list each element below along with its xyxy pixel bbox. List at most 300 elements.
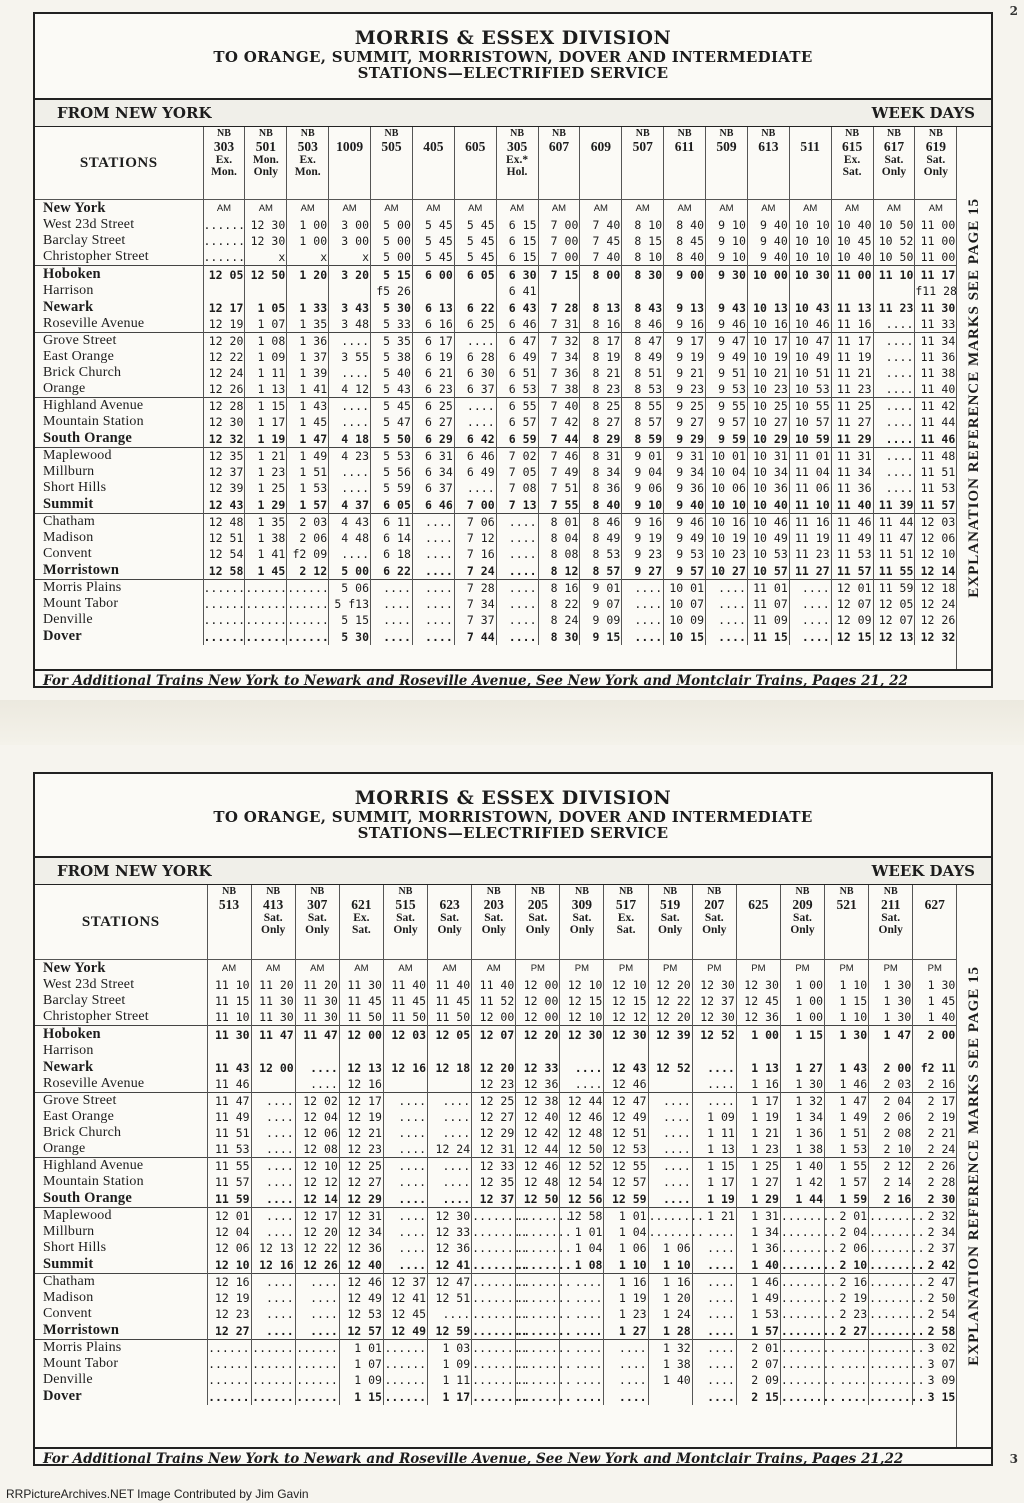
- departure-time: 11 42: [915, 398, 957, 415]
- station-row: [35, 414, 957, 430]
- departure-time: 7 34: [538, 349, 580, 365]
- departure-time: 12 30: [428, 1208, 472, 1225]
- station-row: [35, 1372, 957, 1388]
- departure-time: ....: [692, 1240, 736, 1256]
- departure-time: ....: [648, 1190, 692, 1208]
- departure-time: 11 10: [789, 496, 831, 514]
- train-prefix: NB: [574, 886, 589, 897]
- station-row: [35, 514, 957, 531]
- station-row: [35, 1009, 957, 1026]
- departure-time: 1 00: [736, 1026, 780, 1044]
- departure-time: [913, 1043, 957, 1059]
- departure-time: 8 43: [622, 299, 664, 316]
- departure-time: 6 31: [412, 448, 454, 465]
- departure-time: 12 27: [207, 1322, 251, 1340]
- departure-time: ....: [692, 1322, 736, 1340]
- departure-time: 8 04: [538, 530, 580, 546]
- departure-time: ....: [371, 580, 413, 597]
- departure-time: ....: [706, 580, 748, 597]
- train-note: Sat. Only: [525, 912, 550, 937]
- stations-column-header: STATIONS: [35, 127, 203, 200]
- departure-time: 1 17: [692, 1174, 736, 1190]
- departure-time: 5 15: [329, 612, 371, 628]
- departure-time: 12 54: [203, 546, 245, 562]
- departure-time: 12 20: [648, 1009, 692, 1026]
- departure-time: 10 52: [873, 233, 915, 249]
- station-name: Brick Church: [35, 1125, 207, 1141]
- departure-time: ....: [383, 1141, 427, 1158]
- departure-time: 10 46: [789, 316, 831, 333]
- departure-time: 12 00: [516, 1009, 560, 1026]
- departure-time: 12 13: [873, 628, 915, 645]
- departure-time: 9 17: [664, 333, 706, 350]
- departure-time: 12 49: [339, 1290, 383, 1306]
- departure-time: ....: [383, 1093, 427, 1110]
- train-note: Sat. Only: [569, 912, 595, 937]
- departure-time: 2 06: [287, 530, 329, 546]
- station-name: Convent: [35, 546, 203, 562]
- departure-time: 12 06: [915, 530, 957, 546]
- departure-time: 6 13: [412, 299, 454, 316]
- departure-time: 6 23: [412, 381, 454, 398]
- departure-time: ......: [245, 597, 287, 611]
- departure-time: ........: [648, 1225, 704, 1239]
- station-name: Mount Tabor: [35, 596, 203, 612]
- departure-time: [664, 283, 706, 299]
- departure-time: 2 17: [913, 1093, 957, 1110]
- departure-time: 6 22: [454, 299, 496, 316]
- departure-time: 8 22: [538, 596, 580, 612]
- departure-time: 9 43: [706, 299, 748, 316]
- departure-time: 11 43: [207, 1059, 251, 1076]
- departure-time: 9 10: [706, 217, 748, 233]
- train-number: 613: [758, 139, 779, 154]
- train-note: Sat. Only: [790, 912, 815, 937]
- departure-time: 12 16: [207, 1274, 251, 1291]
- train-prefix: NB: [719, 128, 734, 139]
- am-pm-indicator: PM: [604, 960, 648, 978]
- departure-time: 12 20: [516, 1026, 560, 1044]
- departure-time: ....: [383, 1208, 427, 1225]
- train-column-header: [692, 885, 736, 960]
- departure-time: 8 27: [580, 414, 622, 430]
- departure-time: 2 21: [913, 1125, 957, 1141]
- departure-time: 8 46: [580, 514, 622, 531]
- departure-time: 12 51: [604, 1125, 648, 1141]
- departure-time: 5 00: [371, 217, 413, 233]
- departure-time: ........: [472, 1225, 528, 1239]
- train-column-header: [207, 885, 251, 960]
- departure-time: ....: [789, 580, 831, 597]
- departure-time: 12 30: [245, 233, 287, 249]
- departure-time: ....: [383, 1174, 427, 1190]
- station-name: Maplewood: [35, 1208, 207, 1225]
- departure-time: 7 42: [538, 414, 580, 430]
- departure-time: [825, 1043, 869, 1059]
- departure-time: 11 46: [831, 514, 873, 531]
- station-name: Harrison: [35, 283, 203, 299]
- am-pm-indicator: AM: [428, 960, 472, 978]
- departure-time: 12 49: [604, 1109, 648, 1125]
- train-column-header: [251, 885, 295, 960]
- departure-time: 1 32: [780, 1093, 824, 1110]
- departure-time: 7 15: [538, 266, 580, 284]
- departure-time: 7 16: [454, 546, 496, 562]
- departure-time: 3 15: [913, 1388, 957, 1405]
- departure-time: 11 00: [915, 233, 957, 249]
- train-prefix: NB: [761, 128, 776, 139]
- am-pm-indicator: AM: [622, 200, 664, 218]
- departure-time: 12 50: [560, 1141, 604, 1158]
- station-name: East Orange: [35, 349, 203, 365]
- departure-time: 2 26: [913, 1158, 957, 1175]
- departure-time: 10 19: [747, 349, 789, 365]
- departure-time: 12 49: [383, 1322, 427, 1340]
- train-number: 309: [571, 897, 593, 912]
- departure-time: 6 25: [412, 398, 454, 415]
- am-pm-indicator: AM: [580, 200, 622, 218]
- train-number: 511: [800, 139, 820, 154]
- train-header-row: [35, 885, 957, 960]
- departure-time: 12 48: [560, 1125, 604, 1141]
- station-row: [35, 464, 957, 480]
- departure-time: 12 03: [383, 1026, 427, 1044]
- departure-time: 10 01: [664, 580, 706, 597]
- train-prefix: NB: [530, 886, 545, 897]
- departure-time: ......: [203, 581, 246, 595]
- departure-time: 1 31: [736, 1208, 780, 1225]
- departure-time: 12 00: [516, 993, 560, 1009]
- departure-time: 12 55: [604, 1158, 648, 1175]
- departure-time: 9 16: [664, 316, 706, 333]
- departure-time: ......: [208, 1389, 250, 1404]
- departure-time: [747, 283, 789, 299]
- departure-time: ....: [622, 596, 664, 612]
- station-name: New York: [35, 200, 203, 218]
- station-name: Grove Street: [35, 333, 203, 350]
- departure-time: 11 27: [831, 414, 873, 430]
- train-number: 501: [255, 139, 276, 154]
- departure-time: 6 43: [496, 299, 538, 316]
- departure-time: 6 14: [371, 530, 413, 546]
- departure-time: 12 51: [428, 1290, 472, 1306]
- departure-time: 12 04: [295, 1109, 339, 1125]
- station-row: [35, 628, 957, 645]
- departure-time: 9 34: [664, 464, 706, 480]
- departure-time: 1 23: [604, 1306, 648, 1322]
- departure-time: ....: [496, 596, 538, 612]
- station-name: East Orange: [35, 1109, 207, 1125]
- departure-time: ....: [371, 596, 413, 612]
- station-name: Christopher Street: [35, 249, 203, 266]
- train-number: 305: [506, 139, 528, 154]
- station-name: Mount Tabor: [35, 1356, 207, 1372]
- stations-column-header: STATIONS: [35, 885, 207, 960]
- departure-time: 11 15: [747, 628, 789, 645]
- departure-time: 7 31: [538, 316, 580, 333]
- train-note: Ex.* Hol.: [506, 154, 529, 179]
- am-pm-indicator: AM: [371, 200, 413, 218]
- departure-time: 8 12: [538, 562, 580, 580]
- departure-time: ....: [692, 1256, 736, 1274]
- departure-time: 12 10: [560, 1009, 604, 1026]
- station-name: Dover: [35, 628, 203, 645]
- departure-time: 12 45: [736, 993, 780, 1009]
- departure-time: 1 43: [825, 1059, 869, 1076]
- station-row: [35, 1240, 957, 1256]
- departure-time: 6 57: [496, 414, 538, 430]
- train-column-header: [560, 885, 604, 960]
- departure-time: f11 28: [915, 284, 957, 298]
- departure-time: 6 18: [371, 546, 413, 562]
- departure-time: 2 10: [825, 1256, 869, 1274]
- train-number: 513: [218, 897, 240, 912]
- departure-time: 12 10: [604, 977, 648, 993]
- departure-time: 1 15: [780, 1026, 824, 1044]
- station-name: Hoboken: [35, 1026, 207, 1044]
- departure-time: 3 02: [913, 1340, 957, 1357]
- departure-time: 10 09: [664, 612, 706, 628]
- am-pm-indicator: AM: [295, 960, 339, 978]
- departure-time: ....: [604, 1340, 648, 1357]
- departure-time: ....: [648, 1093, 692, 1110]
- departure-time: [873, 283, 915, 299]
- departure-time: [329, 283, 371, 299]
- departure-time: 12 37: [472, 1190, 516, 1208]
- departure-time: 12 24: [428, 1141, 472, 1158]
- departure-time: 5 00: [371, 233, 413, 249]
- departure-time: ....: [383, 1109, 427, 1125]
- train-column-header: [203, 127, 245, 200]
- am-pm-indicator: AM: [915, 200, 957, 218]
- departure-time: ......: [252, 1357, 294, 1371]
- departure-time: 11 30: [295, 993, 339, 1009]
- departure-time: 1 29: [245, 496, 287, 514]
- departure-time: 11 39: [873, 496, 915, 514]
- departure-time: ....: [251, 1158, 295, 1175]
- departure-time: 8 45: [664, 233, 706, 249]
- departure-time: 8 51: [622, 365, 664, 381]
- train-prefix: NB: [883, 886, 898, 897]
- departure-time: 12 30: [560, 1026, 604, 1044]
- departure-time: 12 20: [648, 977, 692, 993]
- station-row: [35, 612, 957, 628]
- departure-time: ....: [560, 1274, 604, 1291]
- departure-time: 8 40: [664, 249, 706, 266]
- departure-time: ....: [412, 562, 454, 580]
- departure-time: 10 49: [747, 530, 789, 546]
- train-header-row: [35, 127, 957, 200]
- departure-time: ....: [648, 1125, 692, 1141]
- departure-time: 12 30: [692, 1009, 736, 1026]
- departure-time: 1 41: [287, 381, 329, 398]
- departure-time: ......: [384, 1373, 427, 1387]
- station-row: [35, 1306, 957, 1322]
- train-prefix: NB: [677, 128, 692, 139]
- departure-time: 12 23: [207, 1306, 251, 1322]
- departure-time: ....: [873, 398, 915, 415]
- station-name: Morris Plains: [35, 580, 203, 597]
- departure-time: 5 45: [454, 249, 496, 266]
- departure-time: 1 17: [736, 1093, 780, 1110]
- station-name: New York: [35, 960, 207, 978]
- train-column-header: [706, 127, 748, 200]
- departure-time: 3 00: [329, 233, 371, 249]
- departure-time: 1 08: [560, 1256, 604, 1274]
- departure-time: 1 00: [287, 217, 329, 233]
- departure-time: ........: [516, 1341, 572, 1355]
- departure-time: ....: [383, 1158, 427, 1175]
- departure-time: 5 45: [412, 249, 454, 266]
- departure-time: 12 30: [692, 977, 736, 993]
- departure-time: 12 45: [383, 1306, 427, 1322]
- departure-time: 11 01: [747, 580, 789, 597]
- train-column-header: [371, 127, 413, 200]
- departure-time: ....: [295, 1306, 339, 1322]
- departure-time: 8 30: [622, 266, 664, 284]
- station-name: Morristown: [35, 1322, 207, 1340]
- departure-time: ....: [383, 1240, 427, 1256]
- departure-time: [538, 283, 580, 299]
- departure-time: ....: [873, 430, 915, 448]
- departure-time: 12 40: [516, 1109, 560, 1125]
- departure-time: ........: [516, 1241, 572, 1255]
- departure-time: ........: [780, 1275, 837, 1289]
- station-row: [35, 1356, 957, 1372]
- train-prefix: NB: [222, 886, 236, 897]
- departure-time: 10 27: [747, 414, 789, 430]
- train-note: Sat. Only: [923, 154, 948, 179]
- departure-time: 11 04: [789, 464, 831, 480]
- departure-time: 11 19: [789, 530, 831, 546]
- departure-time: [622, 283, 664, 299]
- departure-time: 1 53: [736, 1306, 780, 1322]
- departure-time: 11 57: [915, 496, 957, 514]
- departure-time: 7 00: [538, 233, 580, 249]
- departure-time: 1 20: [648, 1290, 692, 1306]
- departure-time: ....: [412, 628, 454, 645]
- departure-time: 12 30: [245, 217, 287, 233]
- departure-time: 2 27: [825, 1322, 869, 1340]
- departure-time: ......: [296, 1341, 338, 1355]
- departure-time: 9 15: [580, 628, 622, 645]
- departure-time: 7 08: [496, 480, 538, 496]
- station-row: [35, 1059, 957, 1076]
- train-number: 507: [632, 139, 653, 154]
- station-name: Grove Street: [35, 1093, 207, 1110]
- departure-time: 4 12: [329, 381, 371, 398]
- departure-time: 7 28: [454, 580, 496, 597]
- departure-time: 1 04: [604, 1224, 648, 1240]
- departure-time: 11 36: [915, 349, 957, 365]
- departure-time: 7 00: [538, 249, 580, 266]
- train-number: 609: [590, 139, 611, 154]
- departure-time: ........: [516, 1291, 572, 1305]
- station-row: [35, 960, 957, 978]
- train-note: Sat. Only: [305, 912, 330, 937]
- departure-time: 12 21: [339, 1125, 383, 1141]
- departure-time: 11 47: [251, 1026, 295, 1044]
- departure-time: 12 30: [604, 1026, 648, 1044]
- departure-time: ....: [560, 1388, 604, 1405]
- train-prefix: NB: [384, 128, 399, 139]
- departure-time: 12 52: [648, 1059, 692, 1076]
- departure-time: 1 23: [736, 1141, 780, 1158]
- departure-time: ........: [472, 1257, 528, 1272]
- departure-time: 10 04: [706, 464, 748, 480]
- departure-time: 12 51: [203, 530, 245, 546]
- departure-time: 12 58: [560, 1208, 604, 1225]
- departure-time: 8 49: [580, 530, 622, 546]
- departure-time: 12 26: [203, 381, 245, 398]
- departure-time: 1 01: [560, 1224, 604, 1240]
- departure-time: 11 13: [831, 299, 873, 316]
- departure-time: ....: [496, 514, 538, 531]
- departure-time: 4 37: [329, 496, 371, 514]
- departure-time: 12 43: [604, 1059, 648, 1076]
- departure-time: 12 17: [295, 1208, 339, 1225]
- departure-time: ....: [496, 530, 538, 546]
- departure-time: ........: [516, 1323, 572, 1338]
- departure-time: ....: [560, 1356, 604, 1372]
- departure-time: ......: [203, 250, 246, 264]
- station-row: [35, 1093, 957, 1110]
- am-pm-indicator: PM: [692, 960, 736, 978]
- station-name: Newark: [35, 299, 203, 316]
- am-pm-indicator: AM: [383, 960, 427, 978]
- departure-time: 6 16: [412, 316, 454, 333]
- departure-time: 11 40: [428, 977, 472, 993]
- departure-time: ........: [472, 1341, 528, 1355]
- departure-time: ........: [869, 1341, 925, 1355]
- departure-time: 8 31: [580, 448, 622, 465]
- departure-time: ........: [472, 1241, 528, 1255]
- departure-time: 7 24: [454, 562, 496, 580]
- departure-time: [454, 283, 496, 299]
- departure-time: 3 48: [329, 316, 371, 333]
- departure-time: 8 16: [580, 316, 622, 333]
- departure-time: 1 38: [648, 1356, 692, 1372]
- departure-time: 12 20: [472, 1059, 516, 1076]
- am-pm-indicator: AM: [831, 200, 873, 218]
- train-number: 615: [841, 139, 863, 154]
- departure-time: 3 20: [329, 266, 371, 284]
- departure-time: ....: [251, 1125, 295, 1141]
- departure-time: 5 30: [371, 299, 413, 316]
- departure-time: 9 30: [706, 266, 748, 284]
- station-row: [35, 283, 957, 299]
- departure-time: 1 27: [736, 1174, 780, 1190]
- train-note: Ex. Sat.: [842, 154, 862, 179]
- departure-time: 10 36: [747, 480, 789, 496]
- departure-time: 1 09: [339, 1372, 383, 1388]
- departure-time: ....: [251, 1208, 295, 1225]
- departure-time: 11 17: [831, 333, 873, 350]
- departure-time: 11 51: [873, 546, 915, 562]
- station-row: [35, 217, 957, 233]
- departure-time: ......: [208, 1357, 250, 1371]
- departure-time: 1 09: [428, 1356, 472, 1372]
- departure-time: 11 10: [207, 977, 251, 993]
- departure-time: 9 53: [706, 381, 748, 398]
- departure-time: ......: [203, 597, 246, 611]
- departure-time: ......: [245, 629, 287, 644]
- train-prefix: NB: [486, 886, 501, 897]
- departure-time: ........: [780, 1257, 837, 1272]
- station-row: [35, 1190, 957, 1208]
- departure-time: ......: [203, 613, 246, 627]
- departure-time: 12 25: [472, 1093, 516, 1110]
